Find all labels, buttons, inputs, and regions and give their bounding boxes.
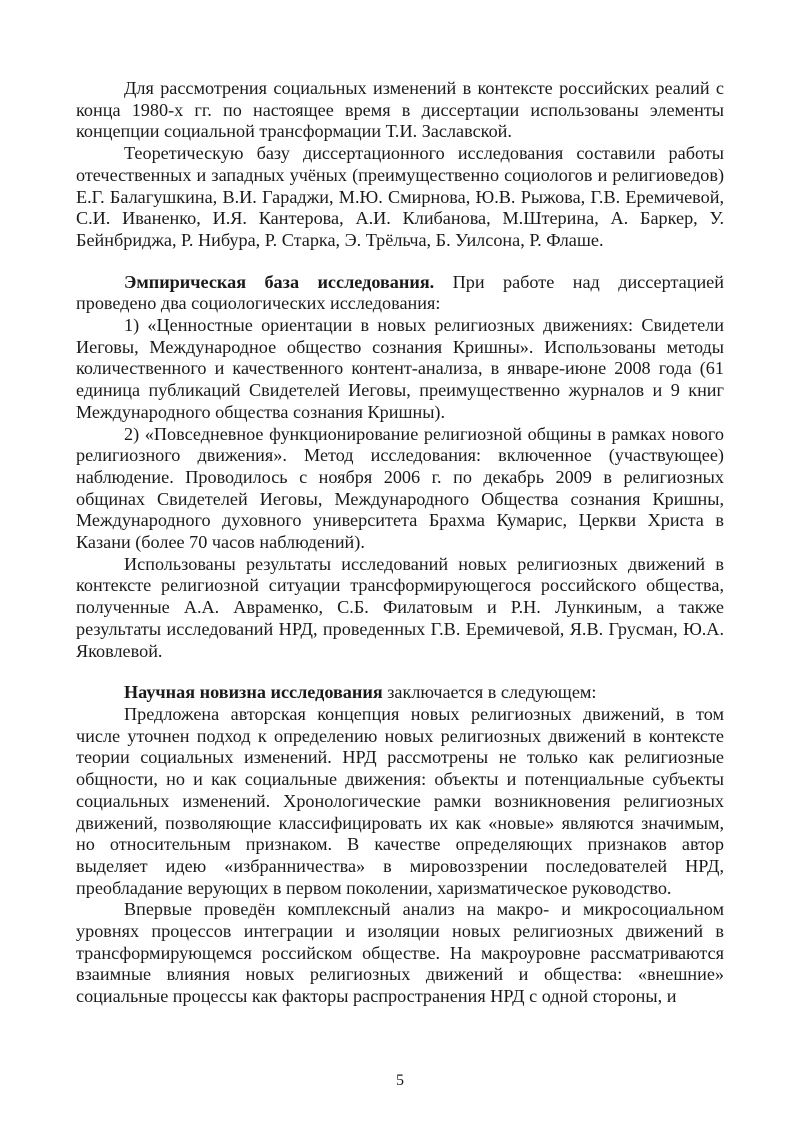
paragraph-theoretical-base: Теоретическую базу диссертационного исследования составили работы отечественных и западных учёных (преимущественно социологов и религиоведов) Е.Г. Балагушкина, В.И. Гараджи, М.Ю. Смирнова, Ю.В. Рыжова, Г.В. Еремичевой, С.И. Иваненко, И.Я. Кантерова, А.И. Клибанова, М.Штерина, А. Баркер, У. Бейнбриджа, Р. Нибура, Р. Старка, Э. Трёльча, Б. Уилсона, Р. Флаше. (76, 143, 724, 250)
paragraph-transformation-concept: Для рассмотрения социальных изменений в контексте российских реалий с конца 1980-х гг. по настоящее время в диссертации использованы элементы концепции социальной трансформации Т.И. Заславской. (76, 78, 724, 142)
empirical-intro: При работе над диссертацией проведено два социологических исследования: (76, 271, 724, 314)
list-item-study-1: 1) «Ценностные ориентации в новых религиозных движениях: Свидетели Иеговы, Международное общество сознания Кришны». Использованы методы количественного и качественного контент-анализа, в январе-июне 2008 года (61 единица публикаций Свидетелей Иеговы, преимущественно журналов и 9 книг Международного общества сознания Кришны). (76, 315, 724, 422)
paragraph-novelty-concept: Предложена авторская концепция новых религиозных движений, в том числе уточнен подход к определению новых религиозных движений в контексте теории социальных изменений. НРД рассмотрены не только как религиозные общности, но и как социальные движения: объекты и потенциальные субъекты социальных изменений. Хронологические рамки возникновения религиозных движений, позволяющие классифицировать их как «новые» являются значимым, но относительным признаком. В качестве определяющих признаков автор выделяет идею «избранничества» в мировоззрении последователей НРД, преобладание верующих в первом поколении, харизматическое руководство. (76, 703, 724, 898)
list-item-study-2: 2) «Повседневное функционирование религиозной общины в рамках нового религиозного движения». Метод исследования: включенное (участвующее) наблюдение. Проводилось с ноября 2006 г. по декабрь 2009 в религиозных общинах Свидетелей Иеговы, Международного Общества сознания Кришны, Международного духовного университета Брахма Кумарис, Церкви Христа в Казани (более 70 часов наблюдений). (76, 423, 724, 553)
page-number: 5 (396, 1072, 404, 1089)
paragraph-novelty-intro (76, 682, 724, 704)
novelty-heading: Научная новизна исследования (124, 682, 383, 703)
paragraph-used-results: Использованы результаты исследований новых религиозных движений в контексте религиозной ситуации трансформирующегося российского общества, полученные А.А. Авраменко, С.Б. Филатовым и Р.Н. Лункиным, а также результаты исследований НРД, проведенных Г.В. Еремичевой, Я.В. Грусман, Ю.А. Яковлевой. (76, 553, 724, 661)
novelty-intro: заключается в следующем: (382, 682, 597, 703)
body-text (76, 78, 724, 1008)
paragraph-empirical-base (76, 272, 724, 315)
empirical-heading: Эмпирическая база исследования. (124, 271, 435, 292)
paragraph-novelty-analysis: Впервые проведён комплексный анализ на макро- и микросоциальном уровнях процессов интеграции и изоляции новых религиозных движений в трансформирующемся российском обществе. На макроуровне рассматриваются взаимные влияния новых религиозных движений и общества: «внешние» социальные процессы как факторы распространения НРД с одной стороны, и (76, 899, 724, 1007)
